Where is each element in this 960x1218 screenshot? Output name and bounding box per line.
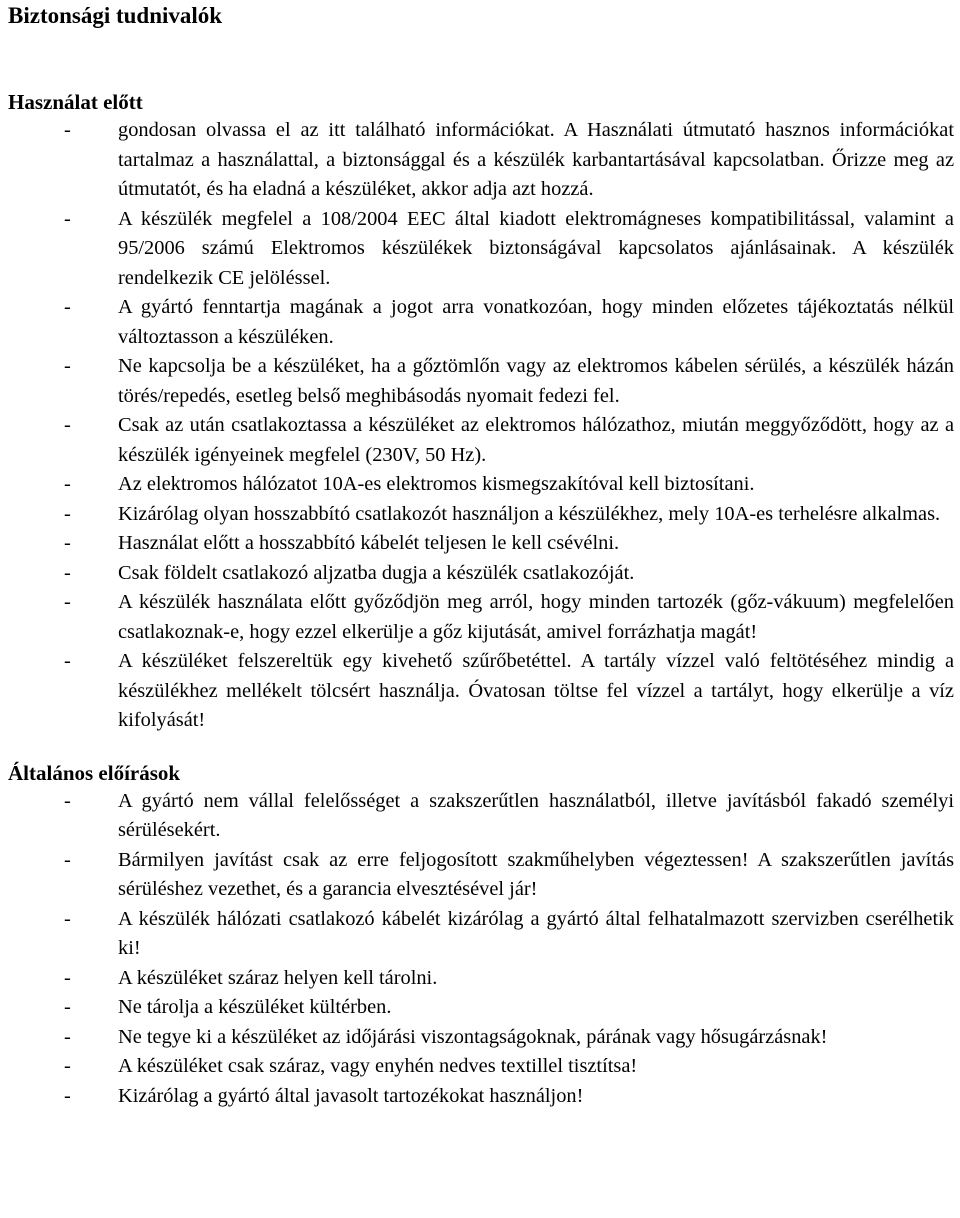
bullet-dash: -: [64, 119, 71, 141]
list-item: [8, 352, 954, 411]
list-item-text: gondosan olvassa el az itt található információkat. A Használati útmutató hasznos információkat tartalmaz a használattal, a biztonsággal és a készülék karbantartásával kapcsolatban. Őrizze meg az útmutatót, és ha eladná a készüléket, akkor adja azt hozzá.: [118, 119, 954, 200]
bullet-dash: -: [64, 907, 71, 930]
list-item: [8, 411, 954, 470]
list-item-text: Kizárólag a gyártó által javasolt tartozékokat használjon!: [118, 1084, 584, 1107]
bullet-dash: -: [64, 591, 71, 613]
list-item-text: Bármilyen javítást csak az erre feljogosított szakműhelyben végeztessen! A szakszerűtlen javítás sérüléshez vezethet, és a garancia elvesztésével jár!: [118, 848, 954, 900]
list-item: [8, 846, 954, 905]
list-item-text: A gyártó nem vállal felelősséget a szakszerűtlen használatból, illetve javításból fakadó személyi sérülésekért.: [118, 789, 954, 841]
list-item-text: A készüléket csak száraz, vagy enyhén nedves textillel tisztítsa!: [118, 1055, 638, 1077]
list-item-text: Az elektromos hálózatot 10A-es elektromos kismegszakítóval kell biztosítani.: [118, 473, 755, 495]
list-item: [8, 500, 954, 530]
section-list-altalanos-eloirasok: [8, 787, 954, 1112]
list-item-text: Használat előtt a hosszabbító kábelét teljesen le kell csévélni.: [118, 532, 620, 554]
list-item-text: Ne kapcsolja be a készüléket, ha a gőztömlőn vagy az elektromos kábelen sérülés, a készülék házán törés/repedés, esetleg belső meghibásodás nyomait fedezi fel.: [118, 355, 954, 407]
list-item-text: Ne tárolja a készüléket kültérben.: [118, 996, 392, 1018]
section-heading-hasznalat-elott: Használat előtt: [8, 90, 143, 114]
bullet-dash: -: [64, 355, 71, 377]
bullet-dash: -: [64, 789, 71, 812]
list-item: [8, 116, 954, 205]
list-item: [8, 588, 954, 647]
bullet-dash: -: [64, 473, 71, 495]
list-item: [8, 529, 954, 559]
bullet-dash: -: [64, 966, 71, 989]
list-item: [8, 1052, 954, 1082]
list-item-text: Csak földelt csatlakozó aljzatba dugja a készülék csatlakozóját.: [118, 561, 635, 584]
section-list-hasznalat-elott: [8, 116, 954, 736]
list-item: [8, 470, 954, 500]
list-item-text: Kizárólag olyan hosszabbító csatlakozót használjon a készülékhez, mely 10A-es terhelésre alkalmas.: [118, 502, 941, 525]
bullet-dash: -: [64, 1084, 71, 1107]
list-item: [8, 993, 954, 1023]
list-item: [8, 964, 954, 994]
bullet-dash: -: [64, 532, 71, 554]
list-item-text: A gyártó fenntartja magának a jogot arra vonatkozóan, hogy minden előzetes tájékoztatás nélkül változtasson a készüléken.: [118, 296, 954, 348]
list-item: [8, 293, 954, 352]
bullet-dash: -: [64, 1025, 71, 1048]
bullet-dash: -: [64, 996, 71, 1018]
bullet-dash: -: [64, 1055, 71, 1077]
list-item: [8, 905, 954, 964]
list-item-text: A készüléket száraz helyen kell tárolni.: [118, 966, 438, 989]
list-item-text: A készülék megfelel a 108/2004 EEC által kiadott elektromágneses kompatibilitással, valamint a 95/2006 számú Elektromos készülékek biztonságával kapcsolatos ajánlásainak. A készülék rendelkezik CE jelöléssel.: [118, 207, 954, 289]
list-item-text: A készülék hálózati csatlakozó kábelét kizárólag a gyártó által felhatalmazott szervizben cserélhetik ki!: [118, 907, 954, 959]
bullet-dash: -: [64, 296, 71, 318]
list-item: [8, 787, 954, 846]
list-item: [8, 559, 954, 589]
list-item: [8, 205, 954, 294]
list-item-text: A készülék használata előtt győződjön meg arról, hogy minden tartozék (gőz-vákuum) megfelelően csatlakoznak-e, hogy ezzel elkerülje a gőz kijutását, amivel forrázhatja magát!: [118, 591, 954, 643]
list-item: [8, 647, 954, 736]
document-title: Biztonsági tudnivalók: [8, 3, 223, 28]
bullet-dash: -: [64, 561, 71, 584]
bullet-dash: -: [64, 650, 71, 672]
bullet-dash: -: [64, 502, 71, 525]
document-page: [8, 0, 954, 1111]
bullet-dash: -: [64, 414, 71, 436]
list-item-text: Ne tegye ki a készüléket az időjárási viszontagságoknak, párának vagy hősugárzásnak!: [118, 1025, 828, 1048]
section-heading-altalanos-eloirasok: Általános előírások: [8, 760, 181, 785]
bullet-dash: -: [64, 848, 71, 871]
list-item: [8, 1023, 954, 1053]
list-item: [8, 1082, 954, 1112]
bullet-dash: -: [64, 207, 71, 230]
list-item-text: Csak az után csatlakoztassa a készüléket az elektromos hálózathoz, miután meggyőződött, hogy az a készülék igényeinek megfelel (230V, 50 Hz).: [118, 414, 954, 466]
list-item-text: A készüléket felszereltük egy kivehető szűrőbetéttel. A tartály vízzel való feltötéséhez mindig a készülékhez mellékelt tölcsért használja. Óvatosan töltse fel vízzel a tartályt, hogy elkerülje a víz kifolyását!: [118, 650, 954, 731]
